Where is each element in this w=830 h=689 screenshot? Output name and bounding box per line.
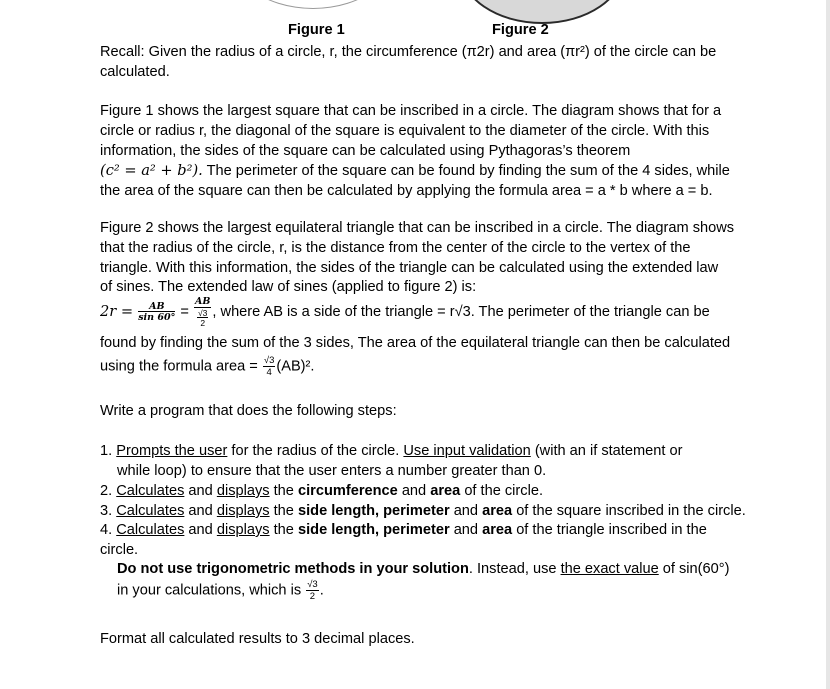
step-number: 4. [100, 522, 117, 538]
paragraph-text: using the formula area = [100, 358, 258, 375]
underlined-text: the exact value [560, 561, 659, 577]
page-edge [826, 0, 830, 689]
format-instruction: Format all calculated results to 3 decimal places. [100, 631, 415, 647]
underlined-text: displays [216, 503, 270, 519]
law-of-sines-formula-line [100, 297, 710, 328]
step-text: the [269, 483, 298, 499]
note-text: . Instead, use [468, 561, 561, 577]
step-line [100, 442, 750, 462]
step-text: the [269, 503, 298, 519]
recall-line: calculated. [100, 63, 170, 80]
step-text: of the square inscribed in the circle. [512, 503, 746, 519]
recall-paragraph [100, 43, 750, 83]
paragraph-line [100, 161, 750, 182]
step-line [100, 502, 750, 522]
task-intro: Write a program that does the following steps: [100, 403, 397, 419]
step-text: the [269, 522, 298, 538]
step-text: and [449, 503, 483, 519]
note-line-2 [117, 580, 324, 601]
paragraph-line: found by finding the sum of the 3 sides, The area of the equilateral triangle can then be calculated [100, 335, 731, 351]
step-number: 1. [100, 443, 117, 459]
step-text: (with an if statement or [530, 443, 683, 459]
fraction-numerator: √3 [307, 579, 318, 590]
note-text: in your calculations, which is [117, 582, 302, 599]
fraction-root3-over-4 [263, 356, 276, 377]
step-1-continuation: while loop) to ensure that the user enters a number greater than 0. [117, 463, 547, 479]
step-line [100, 482, 750, 502]
recall-line: Recall: Given the radius of a circle, r, the circumference (π2r) and area (πr²) of the circle can be [100, 44, 717, 60]
paragraph-line: information, the sides of the square can be calculated using Pythagoras’s theorem [100, 142, 631, 159]
step-text: and [397, 483, 431, 499]
triangle-area-paragraph [100, 334, 750, 354]
figure2-paragraph [100, 219, 750, 298]
step-number: 2. [100, 483, 117, 499]
paragraph-line: Figure 2 shows the largest equilateral triangle that can be inscribed in a circle. The diagram shows [100, 220, 735, 236]
step-text: and [449, 522, 483, 538]
figure1-caption: Figure 1 [288, 22, 345, 38]
underlined-text: Prompts the user [116, 443, 228, 459]
paragraph-line: Figure 1 shows the largest square that can be inscribed in a circle. The diagram shows that for a [100, 103, 722, 119]
bold-text: circumference [297, 483, 398, 499]
fraction-denominator: sin 60° [138, 312, 176, 324]
fraction-ab-over-sin60 [138, 302, 175, 323]
step-text: for the radius of the circle. [227, 443, 404, 459]
bold-text: side length, perimeter [297, 522, 450, 538]
paragraph-line: the area of the square can then be calculated by applying the formula area = a * b where a = b. [100, 183, 713, 200]
bold-text: Do not use trigonometric methods in your solution [117, 561, 469, 577]
underlined-text: displays [216, 483, 270, 499]
paragraph-line: circle or radius r, the diagonal of the square is equivalent to the diameter of the circle. With this [100, 122, 710, 139]
pythagoras-formula: (c² = a² + b²). [100, 162, 203, 180]
triangle-area-formula-line [100, 356, 314, 377]
fraction-denominator [194, 308, 211, 328]
underlined-text: Calculates [116, 503, 185, 519]
paragraph-text: The perimeter of the square can be found by finding the sum of the 4 sides, while [202, 163, 730, 180]
bold-text: side length, perimeter [297, 503, 450, 519]
step-text: and [184, 483, 217, 499]
nested-denominator: 2 [200, 318, 206, 328]
step-text: of the triangle inscribed in the [512, 522, 707, 538]
paragraph-line: that the radius of the circle, r, is the distance from the center of the circle to the vertex of the [100, 239, 691, 256]
figure1-paragraph [100, 102, 750, 202]
nested-fraction [197, 309, 208, 328]
fraction-numerator: √3 [263, 355, 275, 366]
fraction-numerator: AB [138, 302, 175, 313]
figure1-circle-graphic [222, 0, 404, 9]
step-text: of the circle. [460, 483, 543, 499]
step-number: 3. [100, 503, 117, 519]
figure2-caption: Figure 2 [492, 22, 549, 38]
paragraph-line: triangle. With this information, the sides of the triangle can be calculated using the extended law [100, 259, 719, 276]
equals-sign: = [180, 304, 189, 321]
fraction-numerator: AB [195, 296, 211, 307]
step-line [100, 521, 750, 541]
underlined-text: Use input validation [403, 443, 531, 459]
fraction-denominator: 2 [309, 590, 316, 602]
formula-rest: , where AB is a side of the triangle = r√3. The perimeter of the triangle can be [212, 304, 710, 321]
bold-text: area [482, 522, 513, 538]
note-text: . [319, 582, 324, 599]
bold-text: area [482, 503, 513, 519]
fraction-root3-over-2 [306, 580, 319, 601]
step-line: circle. [100, 541, 139, 558]
step-3 [100, 502, 750, 522]
figure2-circle-graphic [459, 0, 625, 24]
formula-lhs: 2r = [100, 303, 134, 321]
note-line [117, 560, 729, 580]
step-2 [100, 482, 750, 502]
nested-numerator: √3 [198, 307, 208, 318]
step-text: and [184, 503, 217, 519]
underlined-text: displays [216, 522, 270, 538]
bold-text: area [430, 483, 461, 499]
step-text: and [184, 522, 217, 538]
paragraph-text: (AB)². [276, 358, 315, 375]
underlined-text: Calculates [116, 522, 185, 538]
step-1 [100, 442, 750, 462]
fraction-denominator: 4 [266, 366, 272, 378]
note-text: of sin(60°) [658, 561, 730, 577]
underlined-text: Calculates [116, 483, 185, 499]
fraction-ab-over-root3-over-2 [194, 297, 211, 328]
paragraph-line: of sines. The extended law of sines (applied to figure 2) is: [100, 279, 477, 296]
step-4 [100, 521, 750, 561]
